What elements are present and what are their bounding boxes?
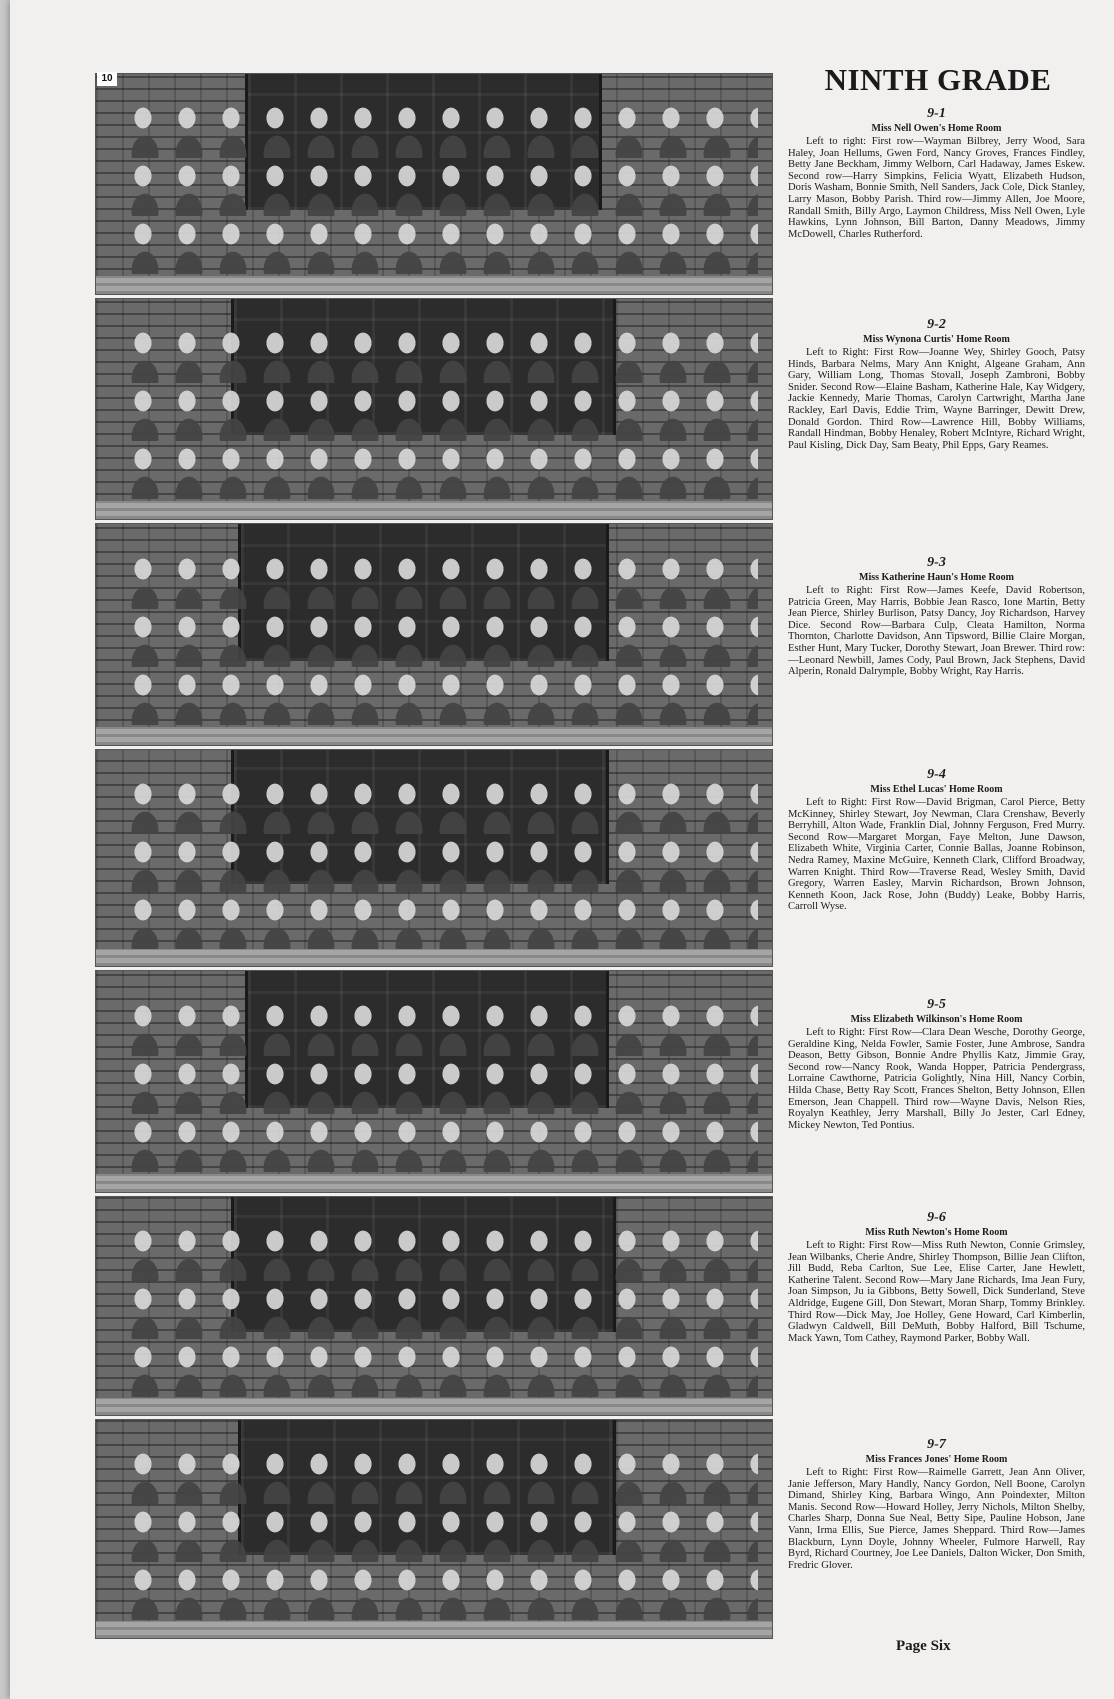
class-photos bbox=[95, 73, 773, 1639]
page-footer: Page Six bbox=[896, 1638, 951, 1654]
steps bbox=[96, 1621, 772, 1638]
page-title: NINTH GRADE bbox=[824, 62, 1052, 97]
homeroom-number: 9-1 bbox=[927, 106, 946, 121]
homeroom-number: 9-4 bbox=[927, 767, 946, 782]
steps bbox=[96, 727, 772, 745]
students-group bbox=[123, 998, 758, 1192]
class-photo-9-3 bbox=[95, 523, 773, 746]
homeroom-9-7 bbox=[788, 1437, 1085, 1571]
homeroom-teacher: Miss Ethel Lucas' Home Room bbox=[870, 784, 1003, 795]
homeroom-9-2 bbox=[788, 317, 1085, 451]
homeroom-number: 9-2 bbox=[927, 317, 946, 332]
students-group bbox=[123, 776, 758, 966]
page-number-label: 10 bbox=[97, 72, 117, 86]
students-group bbox=[123, 100, 758, 294]
class-photo-9-4 bbox=[95, 749, 773, 967]
homeroom-number: 9-6 bbox=[927, 1210, 946, 1225]
homeroom-names: Left to right: First row—Wayman Bilbrey, Jerry Wood, Sara Haley, Joan Hellums, Gwen Ford, Nancy Groves, Frances Findley, Betty Jane Beckham, Jimmy Welborn, Carl Hadaway, James Eskew. Second row—Harry Simpkins, Felicia Wyatt, Elizabeth Hudson, Doris Washam, Bonnie Smith, Nell Sanders, Jack Cole, Dick Stanley, Larry Mason, Bobby Parish. Third row—Jimmy Allen, Joe Moore, Randall Smith, Billy Argo, Laymon Childress, Miss Nell Owen, Lyle Hawkins, Lynn Johnson, Bill Barton, Danny Meadows, Jimmy McDowell, Charles Rutherford. bbox=[788, 136, 1085, 240]
homeroom-teacher: Miss Elizabeth Wilkinson's Home Room bbox=[850, 1014, 1023, 1025]
class-photo-9-5 bbox=[95, 970, 773, 1193]
class-photo-9-1 bbox=[95, 73, 773, 295]
homeroom-names: Left to Right: First Row—Raimelle Garrett, Jean Ann Oliver, Janie Jefferson, Mary Handly, Nancy Gordon, Nell Boone, Carolyn Dimand, Shirley King, Barbara Wingo, Ann Poindexter, Milton Manis. Second Row—Howard Holley, Jerry Nichols, Milton Shelby, Charles Sharp, Donna Sue Neal, Betty Sipe, Pauline Hobson, Jane Vann, Irma Ellis, Sue Pierce, James Sheppard. Third Row—James Blackburn, Lynn Doyle, Johnny Wheeler, Fulmore Harwell, Ray Byrd, Richard Courtney, Joe Lee Daniels, Dalton Wicker, Don Smith, Fredric Glover. bbox=[788, 1467, 1085, 1571]
homeroom-teacher: Miss Ruth Newton's Home Room bbox=[865, 1227, 1008, 1238]
students-group bbox=[123, 325, 758, 519]
students-group bbox=[123, 1446, 758, 1638]
homeroom-names: Left to Right: First Row—Joanne Wey, Shirley Gooch, Patsy Hinds, Barbara Nelms, Mary Ann Knight, Algeane Graham, Ann Gary, William Long, Thomas Stovall, Joseph Zambroni, Bobby Snider. Second Row—Elaine Basham, Katherine Hale, Kay Widgery, Jackie Kennedy, Marie Thomas, Carolyn Cartwright, Martha Jane Rackley, Earl Davis, Eddie Trim, Wayne Barringer, Dewitt Drew, Donald Gordon. Third Row—Lawrence Hill, Bobby Williams, Randall Hindman, Bobby Henaley, Robert McIntyre, Richard Wright, Paul Kisling, Dick Day, Sam Beaty, Phil Epps, Gary Reames. bbox=[788, 347, 1085, 451]
steps bbox=[96, 276, 772, 294]
students-group bbox=[123, 551, 758, 745]
homeroom-number: 9-3 bbox=[927, 555, 946, 570]
steps bbox=[96, 1174, 772, 1192]
homeroom-names: Left to Right: First Row—David Brigman, Carol Pierce, Betty McKinney, Shirley Stewart, Joy Newman, Clara Crenshaw, Beverly Berryhill, Alton Wade, Franklin Dial, Johnny Ferguson, Fred Murry. Second Row—Margaret Morgan, Faye Melton, June Dawson, Elizabeth White, Virginia Carter, Connie Ballas, Joanne Robinson, Nedra Ramey, Maxine McGuire, Kenneth Clark, Clifford Broadway, Warren Knight. Third Row—Traverse Read, Wesley Smith, David Gregory, Warren Easley, Marvin Richardson, Brown Johnson, Kenneth Koon, Jack Rose, John (Buddy) Leake, Bobby Harris, Carroll Wyse. bbox=[788, 797, 1085, 913]
homeroom-names: Left to Right: First Row—Miss Ruth Newton, Connie Grimsley, Jean Wilbanks, Cherie Andre, Shirley Thompson, Billie Jean Clifton, Jill Budd, Reba Carlton, Sue Lee, Elise Carter, Jane Hewlett, Katherine Talent. Second Row—Mary Jane Richards, Ima Jean Fury, Joan Simpson, Ju ia Gibbons, Betty Sowell, Dick Sunderland, Steve Aldridge, Eugene Gill, Don Stewart, Moran Sharp, Tommy Brinkley. Third Row—Dick May, Joe Holley, Gene Howard, Carl Kimberlin, Gladwyn Caldwell, Bill DeMuth, Bobby Halford, Bill Tschume, Mack Yawn, Tom Cathey, Raymond Parker, Bobby Wall. bbox=[788, 1240, 1085, 1344]
homeroom-teacher: Miss Nell Owen's Home Room bbox=[871, 123, 1002, 134]
steps bbox=[96, 1398, 772, 1415]
homeroom-teacher: Miss Katherine Haun's Home Room bbox=[859, 572, 1014, 583]
homeroom-9-3 bbox=[788, 555, 1085, 678]
steps bbox=[96, 949, 772, 966]
homeroom-9-1 bbox=[788, 106, 1085, 240]
homeroom-9-5 bbox=[788, 997, 1085, 1131]
homeroom-number: 9-5 bbox=[927, 997, 946, 1012]
steps bbox=[96, 501, 772, 519]
class-photo-9-6 bbox=[95, 1196, 773, 1416]
homeroom-9-6 bbox=[788, 1210, 1085, 1344]
homeroom-teacher: Miss Frances Jones' Home Room bbox=[865, 1454, 1008, 1465]
homeroom-names: Left to Right: First Row—Clara Dean Wesche, Dorothy George, Geraldine King, Nelda Fowler, Samie Foster, June Ambrose, Sandra Deason, Betty Gibson, Bonnie Andre Phyllis Katz, Jimmie Gray, Second row—Nancy Rook, Wanda Hopper, Patricia Pendergrass, Lorraine Cawthorne, Patricia Golightly, Nina Hill, Nancy Corbin, Hilda Chase, Betty Ray Scott, Frances Shelton, Betty Johnson, Ellen Emerson, Jean Chappell. Third row—Wayne Davis, Nelson Ries, Royalyn Keathley, Jerry Marshall, Billy Jo Jester, Carl Edney, Mickey Newton, Ted Pontius. bbox=[788, 1027, 1085, 1131]
class-photo-9-2 bbox=[95, 298, 773, 520]
students-group bbox=[123, 1223, 758, 1415]
homeroom-number: 9-7 bbox=[927, 1437, 946, 1452]
homeroom-teacher: Miss Wynona Curtis' Home Room bbox=[863, 334, 1010, 345]
homeroom-9-4 bbox=[788, 767, 1085, 913]
homeroom-names: Left to Right: First Row—James Keefe, David Robertson, Patricia Green, May Harris, Bobbie Jean Rasco, Ione Martin, Betty Jean Pierce, Shirley Burlison, Patsy Dancy, Joy Richardson, Harvey Dice. Second Row—Barbara Culp, Cleata Hamilton, Norma Thornton, Charlotte Davidson, Ann Tipsword, Billie Claire Morgan, Esther Hunt, Mary Tucker, Dorothy Stewart, Joan Brewer. Third row:—Leonard Newbill, James Cody, Paul Brown, Jack Stephens, David Alperin, Ronald Dalrymple, Bobby Wright, Ray Harris. bbox=[788, 585, 1085, 678]
class-photo-9-7 bbox=[95, 1419, 773, 1639]
